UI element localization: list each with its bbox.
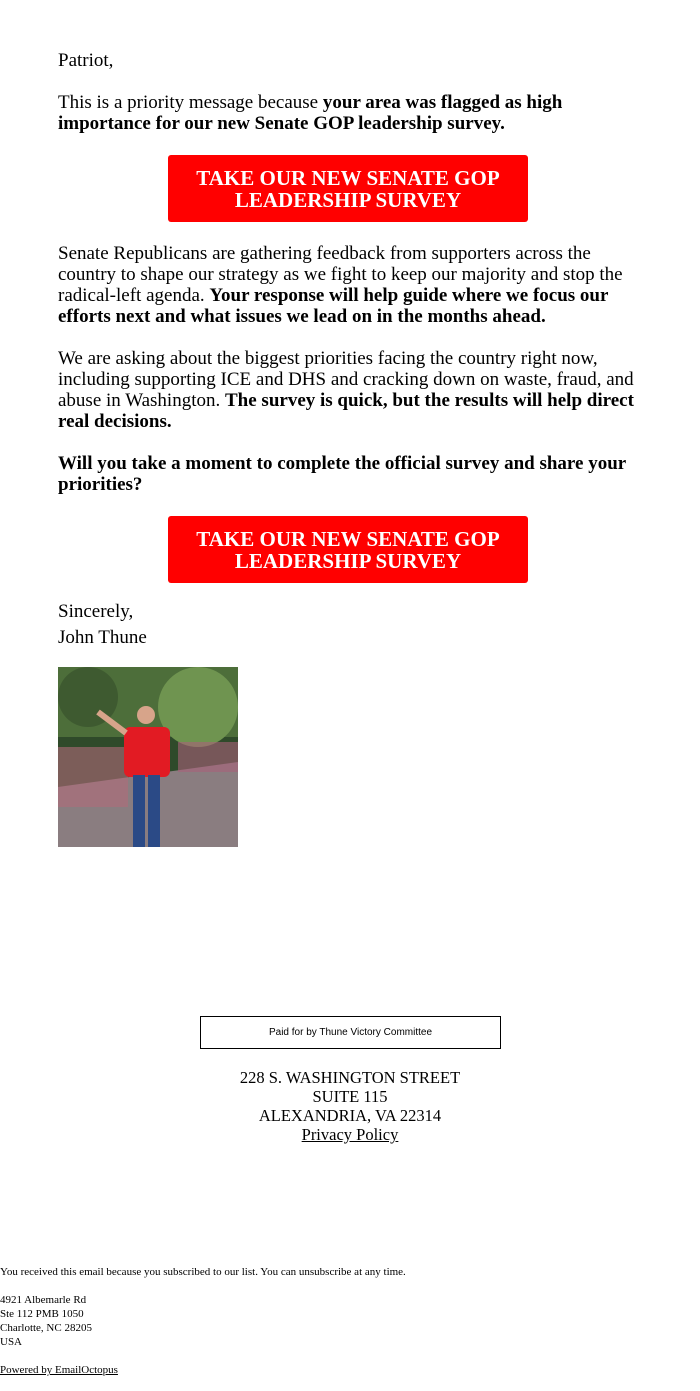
email-body [58,50,644,847]
ask-bold: Will you take a moment to complete the official survey and share your priorities? [58,453,626,495]
paragraph-priorities [58,348,644,432]
address-line-1: 228 S. WASHINGTON STREET [239,1068,461,1087]
greeting: Patriot, [58,50,114,71]
intro-text: This is a priority message because [58,92,323,113]
subscription-notice: You received this email because you subscribed to our list. You can unsubscribe at any time. [0,1266,406,1278]
paragraph-intro [58,92,644,134]
address-line-2: SUITE 115 [312,1087,388,1106]
sender-address-line-1: 4921 Albemarle Rd [0,1294,87,1306]
signature: John Thune [58,627,147,648]
paid-for-disclaimer: Paid for by Thune Victory Committee [200,1016,501,1049]
priorities-bold: The survey is quick, but the results will help direct real decisions. [58,390,634,432]
john-thune-photo [58,667,238,847]
committee-address [150,1068,550,1144]
email-footer [0,1265,406,1391]
feedback-bold: Your response will help guide where we focus our efforts next and what issues we lead on in the months ahead. [58,285,609,327]
priorities-text: We are asking about the biggest priorities facing the country right now, including supporting ICE and DHS and cracking down on waste, fraud, and abuse in Washington. [58,348,634,411]
survey-button-bottom[interactable]: TAKE OUR NEW SENATE GOP LEADERSHIP SURVEY [168,516,528,583]
signoff: Sincerely, [58,601,134,622]
sender-address-line-2: Ste 112 PMB 1050 [0,1308,84,1320]
powered-by-emailoctopus-link[interactable]: Powered by EmailOctopus [0,1364,118,1376]
sender-address [0,1293,406,1349]
paragraph-ask [58,453,644,495]
intro-bold: your area was flagged as high importance for our new Senate GOP leadership survey. [58,92,563,134]
privacy-policy-link[interactable]: Privacy Policy [301,1125,399,1144]
feedback-text: Senate Republicans are gathering feedback from supporters across the country to shape our strategy as we fight to keep our majority and stop the radical-left agenda. [58,243,623,306]
paragraph-feedback [58,243,644,327]
survey-button-top[interactable]: TAKE OUR NEW SENATE GOP LEADERSHIP SURVEY [168,155,528,222]
sender-address-line-3: Charlotte, NC 28205 [0,1322,92,1334]
sender-address-line-4: USA [0,1336,23,1348]
address-line-3: ALEXANDRIA, VA 22314 [258,1106,442,1125]
